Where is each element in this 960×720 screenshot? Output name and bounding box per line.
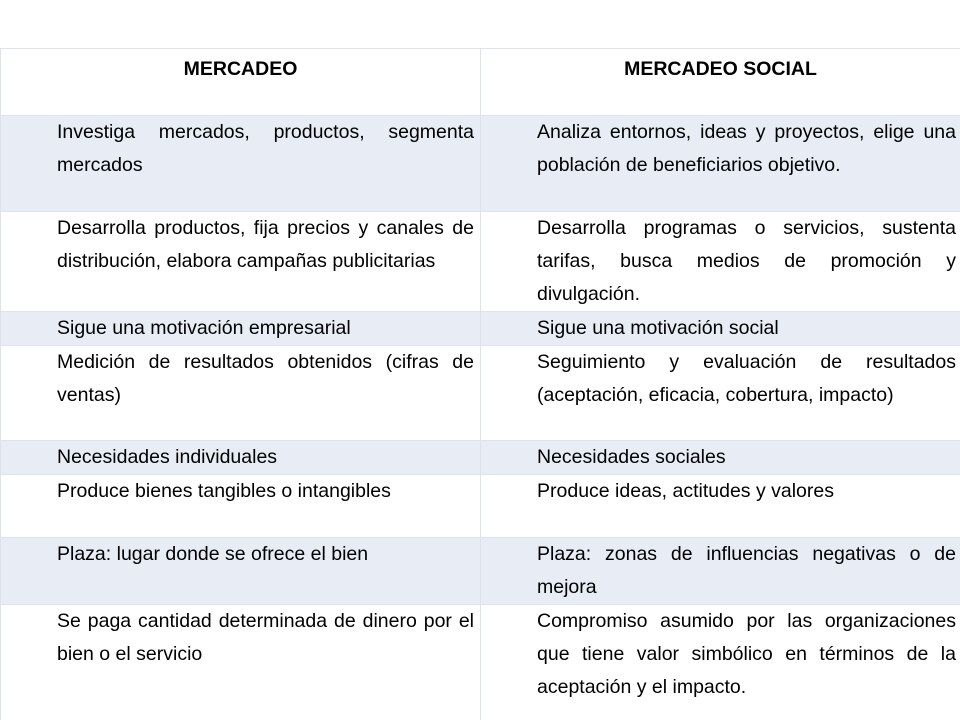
cell-mercadeo-social: Seguimiento y evaluación de resultados (aceptación, eficacia, cobertura, impacto) (481, 346, 960, 441)
cell-mercadeo-social: Desarrolla programas o servicios, sustenta tarifas, busca medios de promoción y divulgación. (481, 212, 960, 312)
cell-mercadeo: Se paga cantidad determinada de dinero por el bien o el servicio (1, 605, 481, 720)
cell-mercadeo-social: Necesidades sociales (481, 441, 960, 475)
table-header-row (1, 49, 960, 116)
cell-mercadeo-social: Compromiso asumido por las organizaciones que tiene valor simbólico en términos de la aceptación y el impacto. (481, 605, 960, 720)
cell-mercadeo-social: Plaza: zonas de influencias negativas o de mejora (481, 538, 960, 605)
cell-mercadeo: Investiga mercados, productos, segmenta mercados (1, 116, 481, 212)
cell-mercadeo-social: Sigue una motivación social (481, 312, 960, 346)
cell-mercadeo: Sigue una motivación empresarial (1, 312, 481, 346)
table-row (1, 312, 960, 346)
table-row (1, 605, 960, 720)
cell-mercadeo-social: Analiza entornos, ideas y proyectos, elige una población de beneficiarios objetivo. (481, 116, 960, 212)
header-mercadeo-social: MERCADEO SOCIAL (481, 49, 960, 116)
table-row (1, 116, 960, 212)
table-row (1, 475, 960, 538)
cell-mercadeo: Medición de resultados obtenidos (cifras de ventas) (1, 346, 481, 441)
header-mercadeo: MERCADEO (1, 49, 481, 116)
cell-mercadeo: Necesidades individuales (1, 441, 481, 475)
comparison-table (0, 48, 960, 720)
table-row (1, 212, 960, 312)
cell-mercadeo: Produce bienes tangibles o intangibles (1, 475, 481, 538)
cell-mercadeo: Desarrolla productos, fija precios y canales de distribución, elabora campañas publicitarias (1, 212, 481, 312)
table-row (1, 346, 960, 441)
cell-mercadeo-social: Produce ideas, actitudes y valores (481, 475, 960, 538)
table-row (1, 441, 960, 475)
table-row (1, 538, 960, 605)
cell-mercadeo: Plaza: lugar donde se ofrece el bien (1, 538, 481, 605)
